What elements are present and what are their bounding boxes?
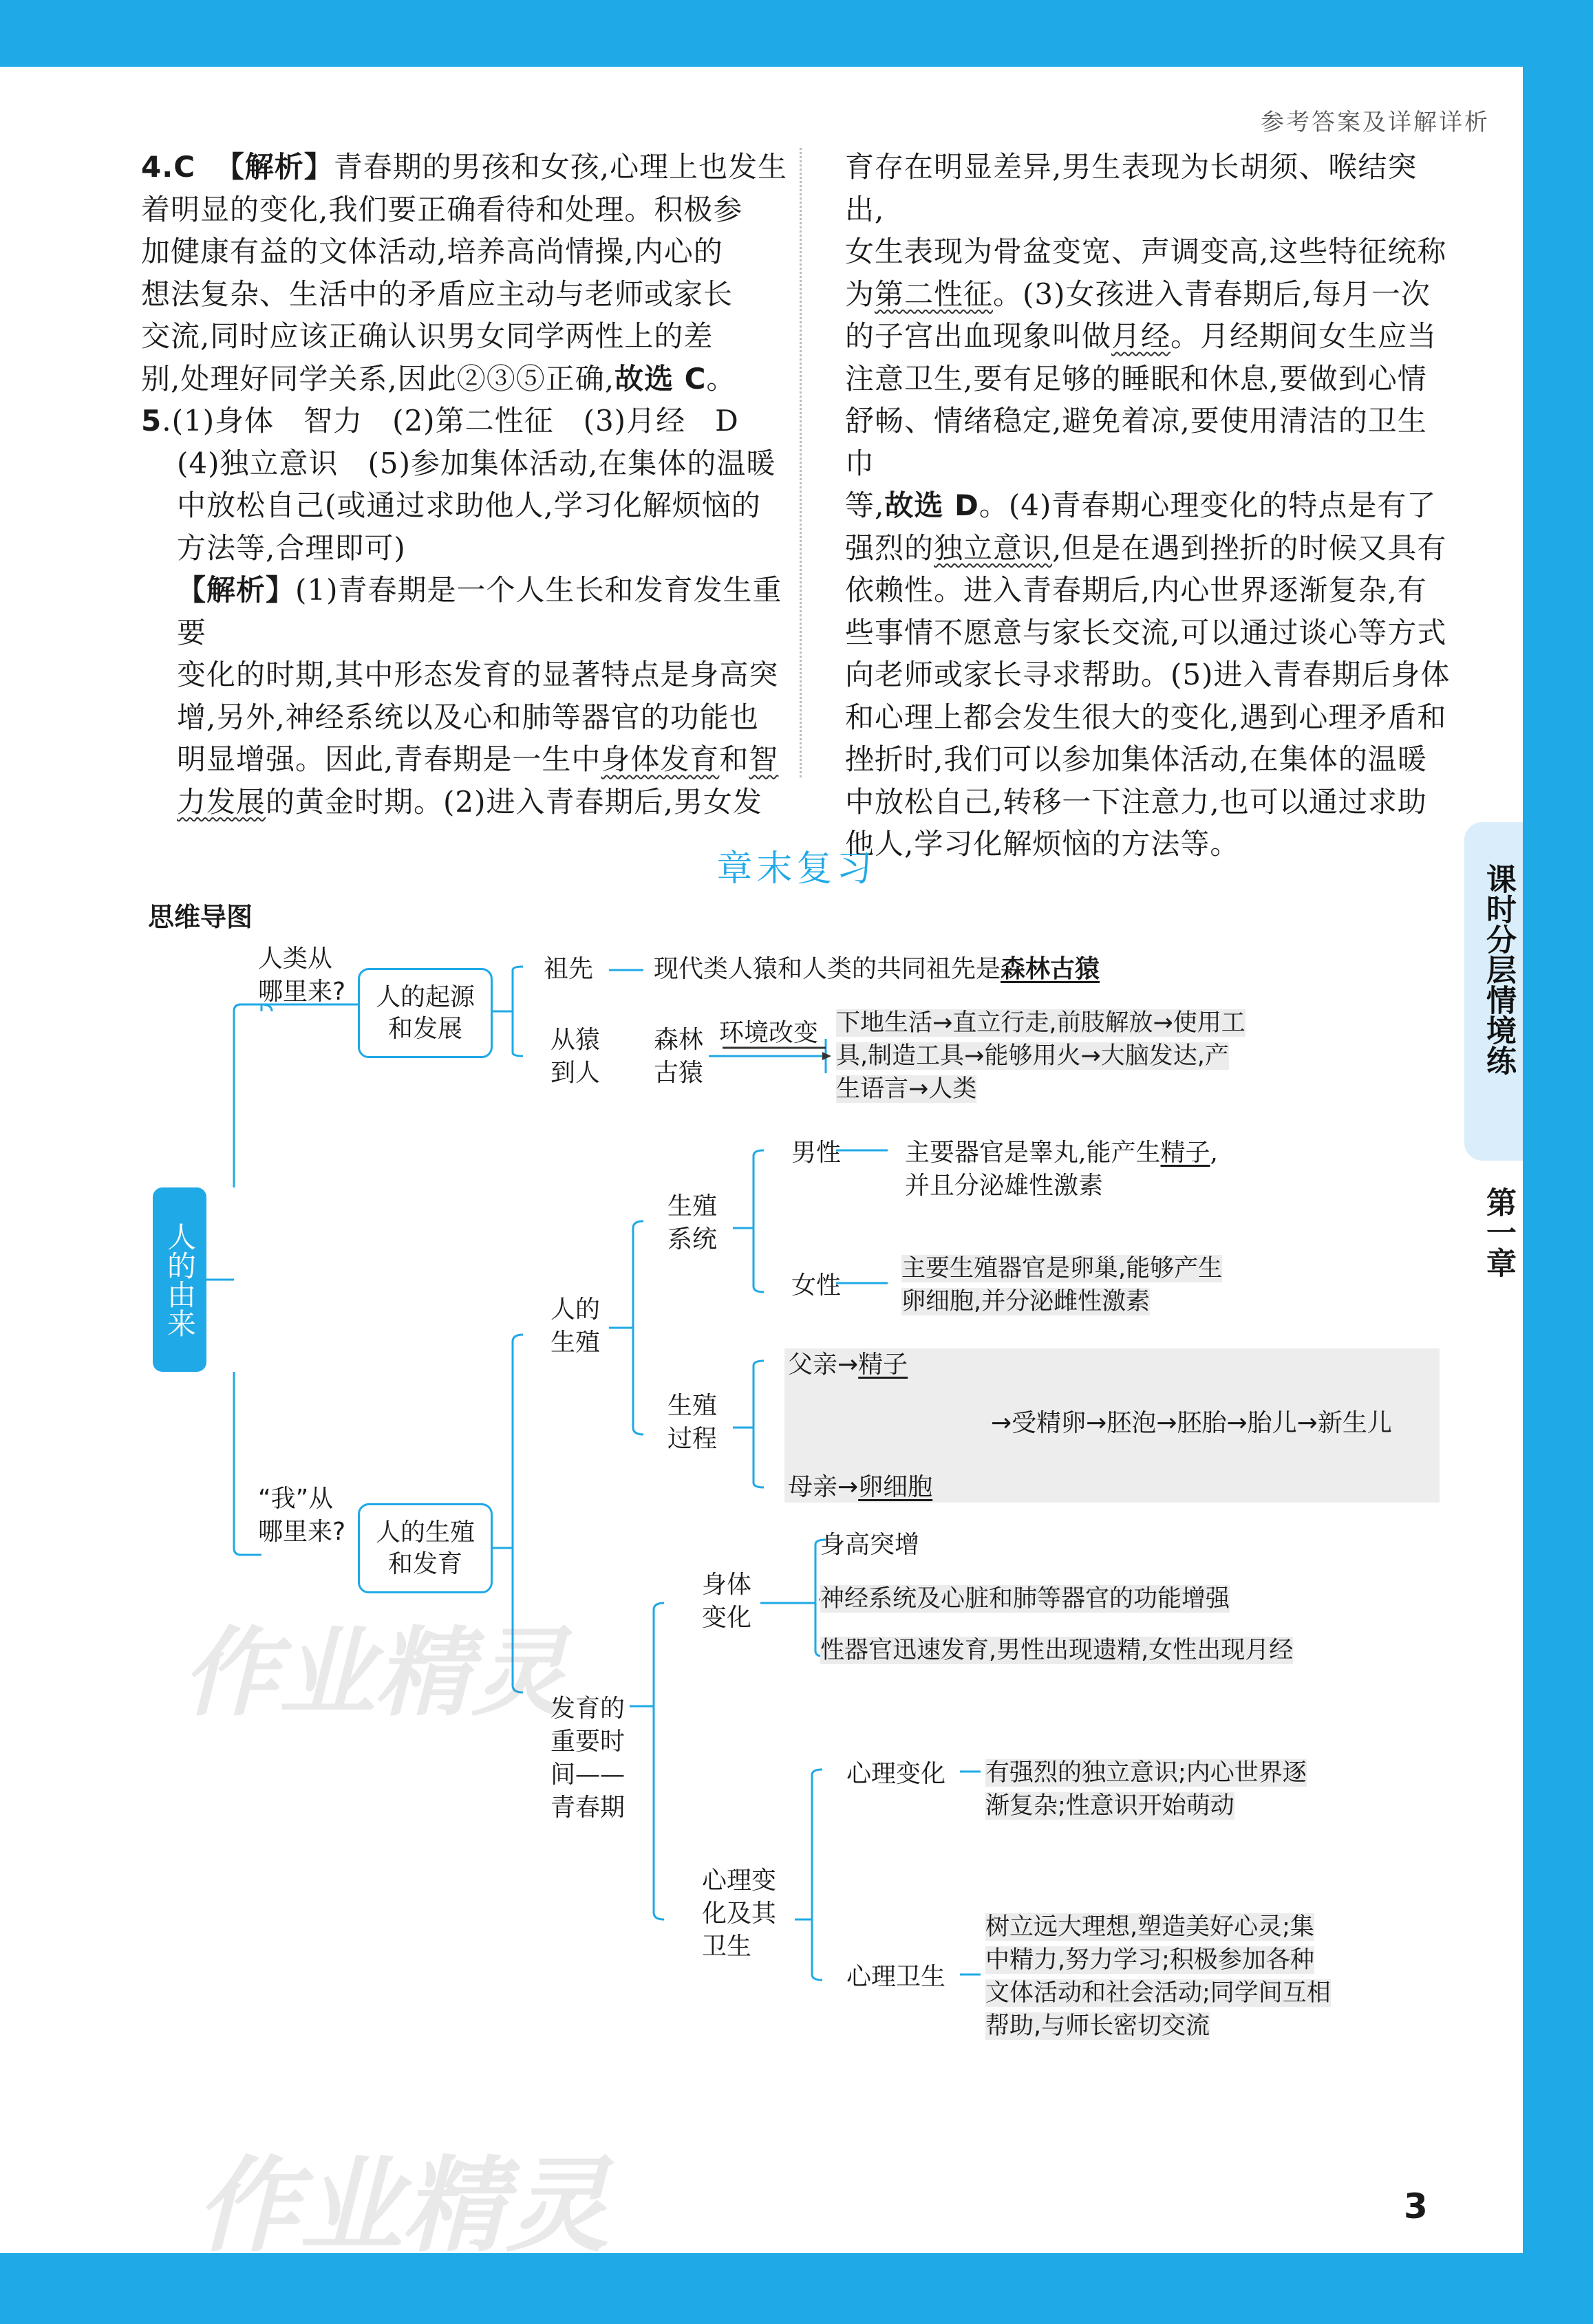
- node-human-reproduction: 人的 生殖: [550, 1295, 601, 1357]
- side-tab-label: 课时分层情境练: [1481, 863, 1516, 1075]
- question-5: 5.(1)身体 智力 (2)第二性征 (3)月经 D (4)独立意识 (5)参加集体活动,在集体的温暖 中放松自己(或通过求助他人,学习化解烦恼的 方法等,合理即可) 【解析】(1)青春期是一个人生长和发育发生重要 变化的时期,其中形态发育的显著特点是身高突 增,另外,神经系统以及心和肺等器官的功能也 明显增强。因此,青春期是一生中身体发育和智 力发展的黄金时期。(2)进入青春期后,男女发: [141, 404, 782, 819]
- node-ancestor: 祖先: [544, 955, 594, 983]
- answer-column-right: 育存在明显差异,男生表现为长胡须、喉结突出, 女生表现为骨盆变宽、声调变高,这些特征统称 为第二性征。(3)女孩进入青春期后,每月一次 的子宫出血现象叫做月经。月经期间女生应当 注意卫生,要有足够的睡眠和休息,要做到心情 舒畅、情绪稳定,避免着凉,要使用清洁的卫生巾 等,故选 D。(4)青春期心理变化的特点是有了 强烈的独立意识,但是在遇到挫折的时候又具有 依赖性。进入青春期后,内心世界逐渐复杂,有 些事情不愿意与家长交流,可以通过谈心等方式 向老师或家长寻求帮助。(5)进入青春期后身体 和心理上都会发生很大的变化,遇到心理矛盾和 挫折时,我们可以参加集体活动,在集体的温暖 中放松自己,转移一下注意力,也可以通过求助 他人,学习化解烦恼的方法等。: [845, 150, 1451, 861]
- node-reproduction-process: 生殖 过程: [667, 1392, 718, 1453]
- node-female: 女性: [791, 1271, 842, 1300]
- node-mind-hygiene: 心理卫生: [846, 1963, 946, 1991]
- watermark-logo: 作业精灵: [182, 1617, 568, 1730]
- father-sperm: 父亲→精子: [788, 1351, 908, 1379]
- node-from-ape: 从猿 到人: [550, 1026, 601, 1087]
- node-reproduction-development: 人的生殖 和发育: [358, 1503, 493, 1593]
- question-4: 4.C 【解析】青春期的男孩和女孩,心理上也发生 着明显的变化,我们要正确看待和处理。积极参 加健康有益的文体活动,培养高尚情操,内心的 想法复杂、生活中的矛盾应主动与老师或家长 交流,同时应该正确认识男女同学两性上的差 别,处理好同学关系,因此②③⑤正确,故选 C。: [141, 150, 788, 396]
- node-origin-development: 人的起源 和发展: [358, 968, 493, 1058]
- chapter-label: 第一章: [1481, 1187, 1516, 1278]
- branch2-question: “我”从 哪里来?: [258, 1485, 346, 1546]
- node-puberty: 发育的 重要时 间—— 青春期: [550, 1694, 626, 1822]
- running-header: 参考答案及详解详析: [1261, 109, 1490, 136]
- mind-change-description: 有强烈的独立意识;内心世界逐 渐复杂;性意识开始萌动: [985, 1759, 1307, 1820]
- node-forest-ape: 森林 古猿: [654, 1026, 704, 1087]
- page-number: 3: [1404, 2186, 1428, 2226]
- section-title: 章末复习: [716, 848, 877, 890]
- male-description: 主要器官是睾丸,能产生精子, 并且分泌雄性激素: [905, 1139, 1218, 1200]
- development-chain: →受精卵→胚泡→胚胎→胎儿→新生儿: [991, 1409, 1392, 1437]
- node-mind-change: 心理变化: [846, 1760, 946, 1788]
- evolution-steps: 下地生活→直立行走,前肢解放→使用工 具,制造工具→能够用火→大脑发达,产 生语言→人类: [836, 1009, 1245, 1103]
- watermark-logo: 作业精灵: [196, 2147, 610, 2266]
- node-body-change: 身体 变化: [702, 1571, 752, 1632]
- mindmap-label: 思维导图: [148, 902, 253, 932]
- body-change-3: 性器官迅速发育,男性出现遗精,女性出现月经: [820, 1637, 1294, 1664]
- ancestor-text: 现代类人猿和人类的共同祖先是森林古猿: [654, 955, 1100, 983]
- mind-hygiene-description: 树立远大理想,塑造美好心灵;集 中精力,努力学习;积极参加各种 文体活动和社会活动;同学间互相 帮助,与师长密切交流: [985, 1913, 1331, 2040]
- branch1-question: 人类从 哪里来?: [258, 945, 346, 1006]
- mindmap-root: 人的由来: [153, 1187, 206, 1372]
- node-reproductive-system: 生殖 系统: [667, 1192, 718, 1254]
- node-mind-change-hygiene: 心理变 化及其 卫生: [702, 1866, 777, 1961]
- env-change-label: 环境改变: [719, 1019, 819, 1047]
- node-male: 男性: [791, 1139, 842, 1167]
- female-description: 主要生殖器官是卵巢,能够产生 卵细胞,并分泌雌性激素: [901, 1255, 1223, 1315]
- body-change-1: 身高突增: [820, 1531, 920, 1559]
- body-change-2: 神经系统及心脏和肺等器官的功能增强: [820, 1585, 1230, 1613]
- mother-egg: 母亲→卵细胞: [788, 1473, 933, 1501]
